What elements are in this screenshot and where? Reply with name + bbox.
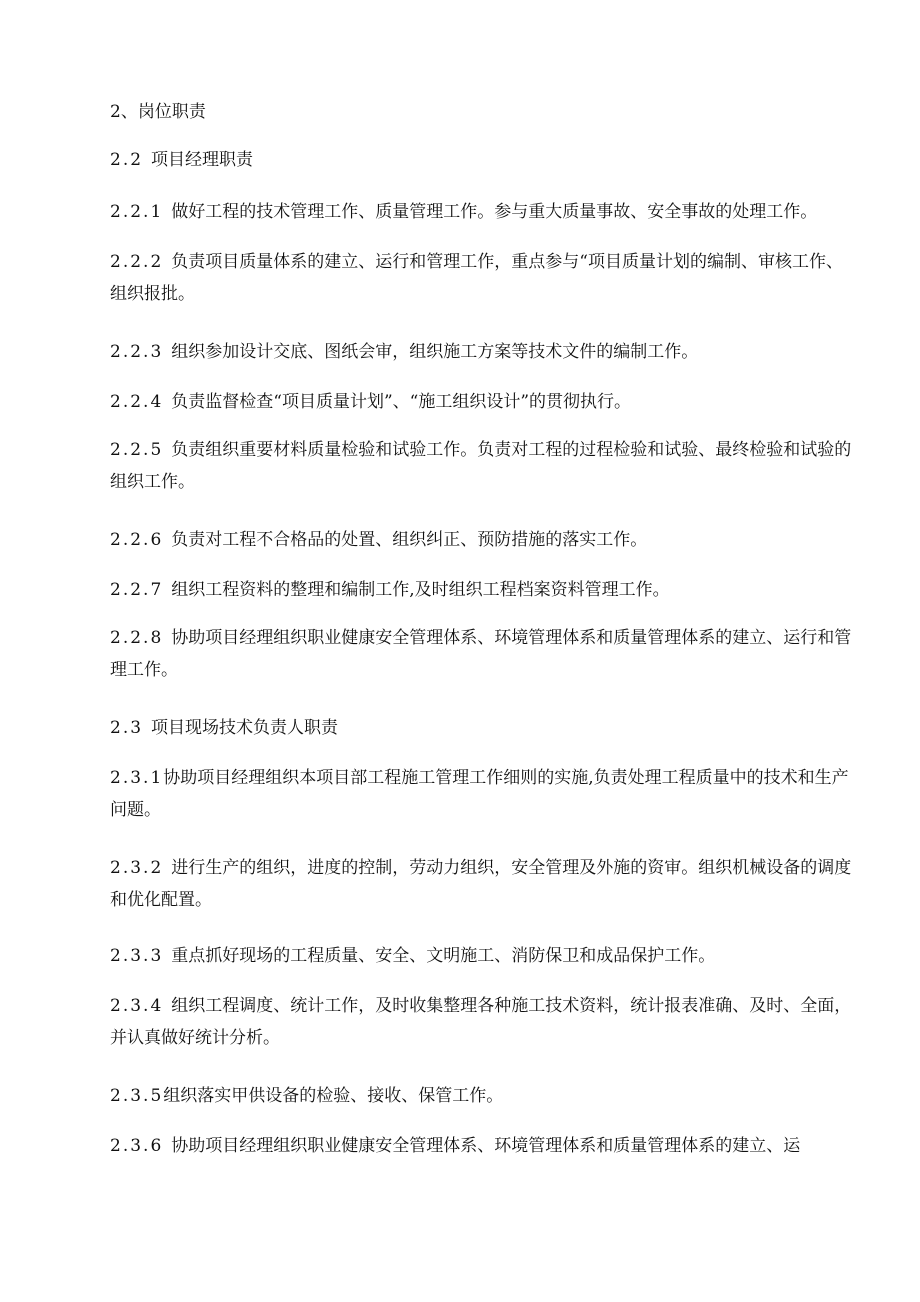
paragraph-2-3-1 [110, 762, 858, 826]
paragraph-text: 做好工程的技术管理工作、质量管理工作。参与重大质量事故、安全事故的处理工作。 [171, 202, 818, 222]
paragraph-number: 2.2.2 [110, 252, 164, 272]
paragraph-text: 负责组织重要材料质量检验和试验工作。负责对工程的过程检验和试验、最终检验和试验的组织工作。 [110, 440, 852, 492]
paragraph-2-3-2 [110, 852, 858, 916]
section-heading-text: 2、岗位职责 [110, 102, 206, 122]
paragraph-number: 2.2.6 [110, 530, 164, 550]
paragraph-text: 协助项目经理组织职业健康安全管理体系、环境管理体系和质量管理体系的建立、运行和管理工作。 [110, 628, 852, 680]
paragraph-text: 负责监督检查“项目质量计划”、“施工组织设计”的贯彻执行。 [171, 392, 632, 412]
paragraph-2-2-6 [110, 524, 858, 556]
paragraph-2-3-4 [110, 990, 858, 1054]
subsection-title-text: 项目现场技术负责人职责 [151, 718, 339, 738]
subsection-number: 2.2 [110, 150, 144, 170]
paragraph-2-2-3 [110, 336, 858, 368]
paragraph-text: 组织工程资料的整理和编制工作,及时组织工程档案资料管理工作。 [171, 580, 670, 600]
paragraph-2-2-1 [110, 196, 858, 228]
paragraph-2-3-6 [110, 1130, 858, 1162]
subsection-title-text: 项目经理职责 [151, 150, 254, 170]
paragraph-text: 负责项目质量体系的建立、运行和管理工作，重点参与“项目质量计划的编制、审核工作、组织报批。 [110, 252, 843, 304]
paragraph-text: 协助项目经理组织本项目部工程施工管理工作细则的实施,负责处理工程质量中的技术和生产问题。 [110, 768, 849, 820]
paragraph-number: 2.3.2 [110, 858, 164, 878]
paragraph-number: 2.2.5 [110, 440, 164, 460]
paragraph-text: 组织工程调度、统计工作，及时收集整理各种施工技术资料，统计报表准确、及时、全面，并认真做好统计分析。 [110, 996, 852, 1048]
paragraph-number: 2.3.5 [110, 1086, 164, 1106]
paragraph-2-2-8 [110, 622, 858, 686]
paragraph-number: 2.3.3 [110, 946, 164, 966]
paragraph-number: 2.2.4 [110, 392, 164, 412]
paragraph-2-2-4 [110, 386, 858, 418]
paragraph-text: 组织落实甲供设备的检验、接收、保管工作。 [163, 1086, 504, 1106]
paragraph-number: 2.3.4 [110, 996, 164, 1016]
paragraph-text: 重点抓好现场的工程质量、安全、文明施工、消防保卫和成品保护工作。 [171, 946, 716, 966]
paragraph-number: 2.2.1 [110, 202, 164, 222]
paragraph-2-2-2 [110, 246, 858, 310]
subsection-title-2-3 [110, 712, 858, 744]
paragraph-2-2-5 [110, 434, 858, 498]
paragraph-number: 2.3.1 [110, 768, 164, 788]
subsection-number: 2.3 [110, 718, 144, 738]
paragraph-text: 协助项目经理组织职业健康安全管理体系、环境管理体系和质量管理体系的建立、运 [171, 1136, 801, 1156]
paragraph-number: 2.2.8 [110, 628, 164, 648]
subsection-title-2-2 [110, 144, 858, 176]
paragraph-text: 负责对工程不合格品的处置、组织纠正、预防措施的落实工作。 [171, 530, 648, 550]
paragraph-number: 2.2.7 [110, 580, 164, 600]
paragraph-number: 2.2.3 [110, 342, 164, 362]
paragraph-text: 进行生产的组织，进度的控制，劳动力组织，安全管理及外施的资审。组织机械设备的调度和优化配置。 [110, 858, 852, 910]
paragraph-text: 组织参加设计交底、图纸会审，组织施工方案等技术文件的编制工作。 [171, 342, 699, 362]
paragraph-2-2-7 [110, 574, 858, 606]
section-heading [110, 96, 858, 128]
paragraph-2-3-3 [110, 940, 858, 972]
paragraph-2-3-5 [110, 1080, 858, 1112]
paragraph-number: 2.3.6 [110, 1136, 164, 1156]
